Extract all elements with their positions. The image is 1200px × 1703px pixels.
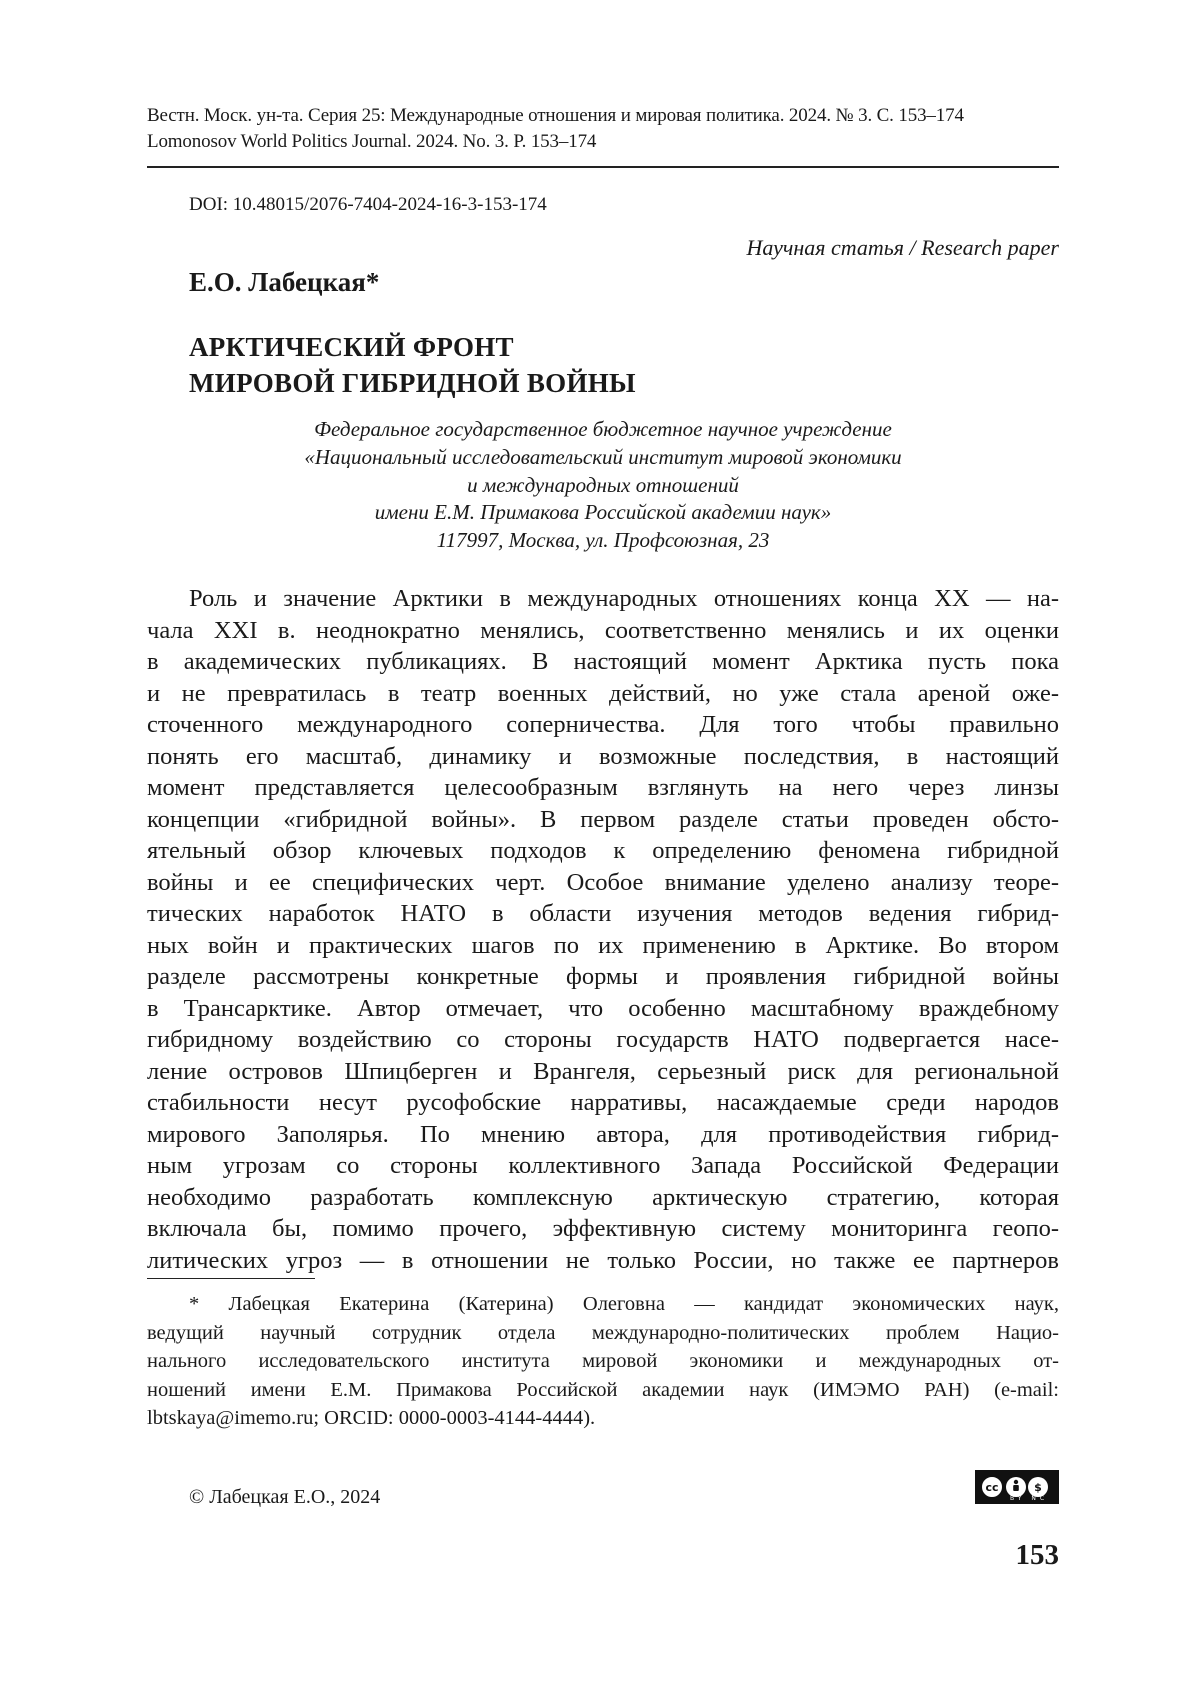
abstract-line: тических наработок НАТО в области изучения методов ведения гибрид-	[147, 900, 1059, 927]
footnote-line: нального исследовательского института мировой экономики и международных от-	[147, 1350, 1059, 1372]
abstract-line: необходимо разработать комплексную арктическую стратегию, которая	[147, 1183, 1059, 1211]
footnote-line: * Лабецкая Екатерина (Катерина) Олеговна — кандидат экономических наук,	[189, 1293, 1059, 1315]
paper-type: Научная статья / Research paper	[746, 235, 1059, 260]
cc-license-badge	[975, 1470, 1059, 1504]
author-footnote	[147, 1290, 1059, 1433]
abstract-line: ных войн и практических шагов по их применению в Арктике. Во втором	[147, 931, 1059, 959]
footnote-line: ведущий научный сотрудник отдела международно-политических проблем Нацио-	[147, 1321, 1059, 1344]
abstract-line: ятельный обзор ключевых подходов к определению феномена гибридной	[147, 837, 1059, 864]
affiliation-line: «Национальный исследовательский институт мировой экономики	[304, 444, 902, 469]
abstract-line: литических угроз — в отношении не только России, но также ее партнеров	[147, 1246, 1059, 1274]
license-terms: BY NC	[1010, 1495, 1049, 1502]
footnote-line: lbtskaya@imemo.ru; ORCID: 0000-0003-4144-4444).	[147, 1407, 596, 1429]
attribution-icon	[1006, 1477, 1026, 1497]
abstract-line: момент представляется целесообразным взглянуть на него через линзы	[147, 774, 1059, 801]
article-title	[189, 329, 636, 401]
abstract-line: в академических публикациях. В настоящий момент Арктика пусть пока	[147, 648, 1059, 675]
page-number: 153	[1015, 1539, 1059, 1571]
abstract-line: войны и ее специфических черт. Особое внимание уделено анализу теоре-	[147, 868, 1059, 896]
running-head-english: Lomonosov World Politics Journal. 2024. No. 3. P. 153–174	[147, 131, 597, 152]
affiliation-line: имени Е.М. Примакова Российской академии наук»	[374, 500, 832, 525]
footnote-rule	[147, 1278, 315, 1279]
footnote-line: ношений имени Е.М. Примакова Российской академии наук (ИМЭМО РАН) (e-mail:	[147, 1378, 1059, 1401]
abstract	[147, 583, 1059, 1276]
affiliation	[189, 416, 1017, 555]
abstract-line: стабильности несут русофобские нарративы, насаждаемые среди народов	[147, 1089, 1059, 1116]
article-title-line: АРКТИЧЕСКИЙ ФРОНТ	[189, 332, 514, 362]
affiliation-line: и международных отношений	[467, 472, 739, 497]
abstract-line: в Трансарктике. Автор отмечает, что особенно масштабному враждебному	[147, 994, 1059, 1022]
abstract-line: мирового Заполярья. По мнению автора, для противодействия гибрид-	[147, 1120, 1059, 1148]
header-rule	[147, 166, 1059, 168]
abstract-line: ление островов Шпицберген и Врангеля, серьезный риск для региональной	[147, 1057, 1059, 1085]
copyright-notice: © Лабецкая Е.О., 2024	[189, 1486, 381, 1508]
affiliation-address: 117997, Москва, ул. Профсоюзная, 23	[436, 528, 770, 553]
person-icon	[1009, 1479, 1023, 1495]
article-title-line: МИРОВОЙ ГИБРИДНОЙ ВОЙНЫ	[189, 368, 636, 398]
abstract-line: включала бы, помимо прочего, эффективную систему мониторинга геопо-	[147, 1215, 1059, 1242]
non-commercial-icon: $	[1028, 1477, 1048, 1497]
abstract-line: Роль и значение Арктики в международных отношениях конца XX — на-	[189, 585, 1059, 612]
creative-commons-icon: cc	[980, 1475, 1004, 1499]
running-head-russian: Вестн. Моск. ун-та. Серия 25: Международные отношения и мировая политика. 2024. № 3. С. 153–174	[147, 105, 964, 126]
abstract-line: ным угрозам со стороны коллективного Запада Российской Федерации	[147, 1152, 1059, 1179]
abstract-line: понять его масштаб, динамику и возможные последствия, в настоящий	[147, 742, 1059, 770]
running-head	[147, 103, 1059, 155]
abstract-line: гибридному воздействию со стороны государств НАТО подвергается насе-	[147, 1026, 1059, 1053]
abstract-line: и не превратилась в театр военных действий, но уже стала ареной оже-	[147, 679, 1059, 707]
journal-page	[147, 0, 1059, 1703]
abstract-line: чала XXI в. неоднократно менялись, соответственно менялись и их оценки	[147, 616, 1059, 644]
author-name: Е.О. Лабецкая*	[189, 267, 380, 297]
abstract-line: концепции «гибридной войны». В первом разделе статьи проведен обсто-	[147, 805, 1059, 833]
abstract-line: сточенного международного соперничества. Для того чтобы правильно	[147, 711, 1059, 738]
abstract-line: разделе рассмотрены конкретные формы и проявления гибридной войны	[147, 963, 1059, 990]
doi: DOI: 10.48015/2076-7404-2024-16-3-153-174	[189, 194, 547, 215]
affiliation-line: Федеральное государственное бюджетное научное учреждение	[314, 417, 892, 441]
